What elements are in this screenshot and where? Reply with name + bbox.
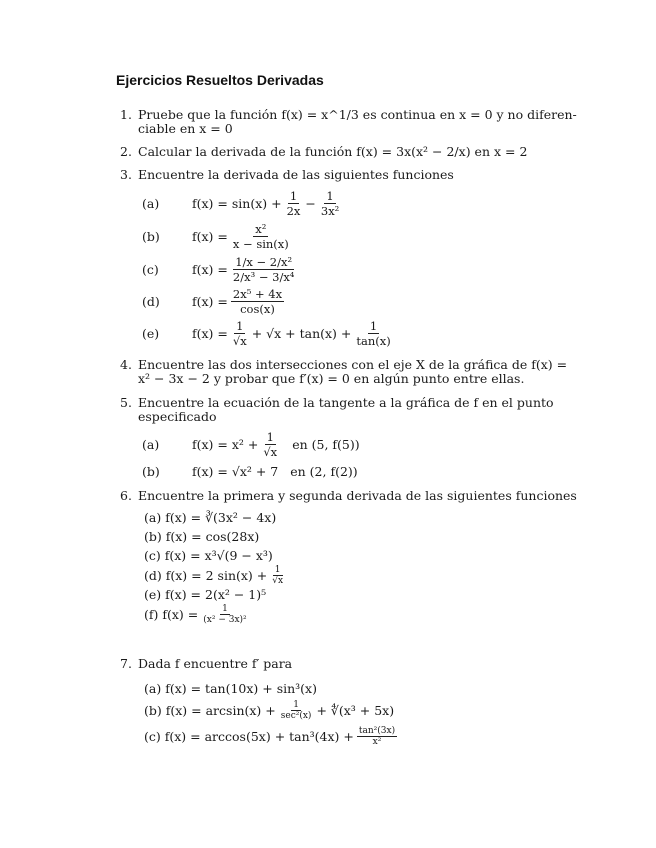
item-expression: f(x) = 2 sin(x) + <box>165 567 268 583</box>
problem-3 <box>120 167 454 182</box>
problem-number: 6. <box>120 488 132 503</box>
fraction-numerator: 1 <box>266 429 274 444</box>
item-expression: f(x) = cos(28x) <box>165 529 260 544</box>
equation-3c <box>192 252 299 286</box>
problem-number: 5. <box>120 395 132 410</box>
fraction-denominator: 2x <box>286 203 301 218</box>
fraction-numerator: x² <box>255 221 267 236</box>
document-title: Ejercicios Resueltos Derivadas <box>116 72 324 88</box>
item-expression-rest: + ∜(x³ + 5x) <box>316 702 395 718</box>
fraction-denominator: √x <box>263 444 278 459</box>
fraction-denominator: (x² − 3x)² <box>203 614 247 625</box>
equation-lhs: f(x) = <box>192 293 228 309</box>
fraction-numerator: 1 <box>289 188 298 203</box>
item-6b <box>144 529 259 544</box>
problem-4 <box>120 357 567 372</box>
fraction-numerator: 1 <box>326 188 334 203</box>
problem-1 <box>120 107 577 122</box>
fraction-numerator: 1 <box>236 318 244 333</box>
equation-lhs: f(x) = <box>192 261 228 277</box>
problem-text: Encuentre la derivada de las siguientes funciones <box>138 167 454 182</box>
fraction-numerator: tan²(3x) <box>358 725 396 736</box>
item-label: (a) <box>144 681 162 696</box>
item-expression: f(x) = <box>162 606 199 622</box>
item-6a <box>144 510 276 525</box>
item-label: (e) <box>142 326 160 341</box>
fraction-numerator: 1/x − 2/x² <box>235 254 293 269</box>
item-label: (d) <box>142 294 160 309</box>
item-label: (c) <box>144 548 161 563</box>
item-7c <box>144 724 400 748</box>
equation-3a <box>192 186 344 220</box>
equation-lhs: f(x) = <box>192 325 228 341</box>
item-expression: f(x) = ∛(3x² − 4x) <box>165 510 277 525</box>
item-expression: f(x) = 2(x² − 1)⁵ <box>165 587 267 602</box>
item-expression: f(x) = x³√(9 − x³) <box>164 548 273 563</box>
item-label: (c) <box>144 728 161 744</box>
item-label: (b) <box>144 529 162 544</box>
problem-2 <box>120 144 527 159</box>
problem-number: 1. <box>120 107 132 122</box>
problem-text: Calcular la derivada de la función f(x) = 3x(x² − 2/x) en x = 2 <box>138 144 528 159</box>
item-7b <box>144 698 394 722</box>
fraction-denominator: cos(x) <box>240 301 275 316</box>
item-expression: f(x) = arcsin(x) + <box>165 702 276 718</box>
item-label: (b) <box>142 464 160 479</box>
item-label: (b) <box>142 229 160 244</box>
problem-text: Encuentre la ecuación de la tangente a la gráfica de f en el punto <box>138 395 554 410</box>
item-label: (a) <box>142 196 160 211</box>
problem-number: 3. <box>120 167 132 182</box>
problem-1-line-2: ciable en x = 0 <box>138 121 233 136</box>
item-label: (f) <box>144 606 159 622</box>
fraction-numerator: 1 <box>369 318 378 333</box>
problem-5 <box>120 395 554 410</box>
item-6f <box>144 603 252 625</box>
problem-6 <box>120 488 577 503</box>
problem-text: Dada f encuentre f′ para <box>138 656 293 671</box>
problem-text: Encuentre las dos intersecciones con el eje X de la gráfica de f(x) = <box>138 357 568 372</box>
item-expression: f(x) = arccos(5x) + tan³(4x) + <box>164 728 354 744</box>
fraction-denominator: tan(x) <box>356 333 391 348</box>
item-6d <box>144 564 288 586</box>
equation-5a <box>192 427 360 461</box>
fraction-numerator: 1 <box>274 564 281 575</box>
problem-7 <box>120 656 292 671</box>
problem-text: Encuentre la primera y segunda derivada de las siguientes funciones <box>138 488 577 503</box>
item-label: (c) <box>142 262 159 277</box>
problem-4-line-2: x² − 3x − 2 y probar que f′(x) = 0 en algún punto entre ellas. <box>138 371 525 386</box>
fraction-denominator: 2/x³ − 3/x⁴ <box>232 269 295 284</box>
item-7a <box>144 681 317 696</box>
equation-operator: − <box>305 195 316 211</box>
fraction-denominator: 3x² <box>320 203 340 218</box>
fraction-numerator: 2x⁵ + 4x <box>232 286 283 301</box>
item-label: (a) <box>142 437 160 452</box>
problem-text: Pruebe que la función f(x) = x^1/3 es continua en x = 0 y no diferen- <box>138 107 577 122</box>
problem-5-line-2: especificado <box>138 409 217 424</box>
fraction-denominator: sec²(x) <box>280 710 312 721</box>
item-label: (b) <box>144 702 162 718</box>
problem-number: 7. <box>120 656 132 671</box>
item-label: (d) <box>144 567 162 583</box>
problem-number: 4. <box>120 357 132 372</box>
item-label: (a) <box>144 510 162 525</box>
fraction-denominator: √x <box>232 333 247 348</box>
equation-lhs: f(x) = √x² + 7 <box>192 463 279 479</box>
fraction-numerator: 1 <box>293 699 299 710</box>
problem-number: 2. <box>120 144 132 159</box>
fraction-denominator: x − sin(x) <box>232 236 289 251</box>
item-label: (e) <box>144 587 162 602</box>
fraction-numerator: 1 <box>222 603 228 614</box>
item-expression: f(x) = tan(10x) + sin³(x) <box>165 681 317 696</box>
item-6c <box>144 548 273 563</box>
equation-3b <box>192 219 294 253</box>
equation-lhs: f(x) = sin(x) + <box>192 195 282 211</box>
equation-point: en (5, f(5)) <box>292 436 360 452</box>
equation-3e <box>192 316 396 350</box>
item-6e <box>144 587 266 602</box>
equation-point: en (2, f(2)) <box>290 463 358 479</box>
equation-3d <box>192 284 287 318</box>
equation-5b <box>192 457 358 485</box>
fraction-denominator: x² <box>372 736 382 747</box>
equation-lhs: f(x) = <box>192 228 228 244</box>
equation-lhs: f(x) = x² + <box>192 436 259 452</box>
fraction-denominator: √x <box>272 575 284 586</box>
equation-operator: + √x + tan(x) + <box>251 325 352 341</box>
